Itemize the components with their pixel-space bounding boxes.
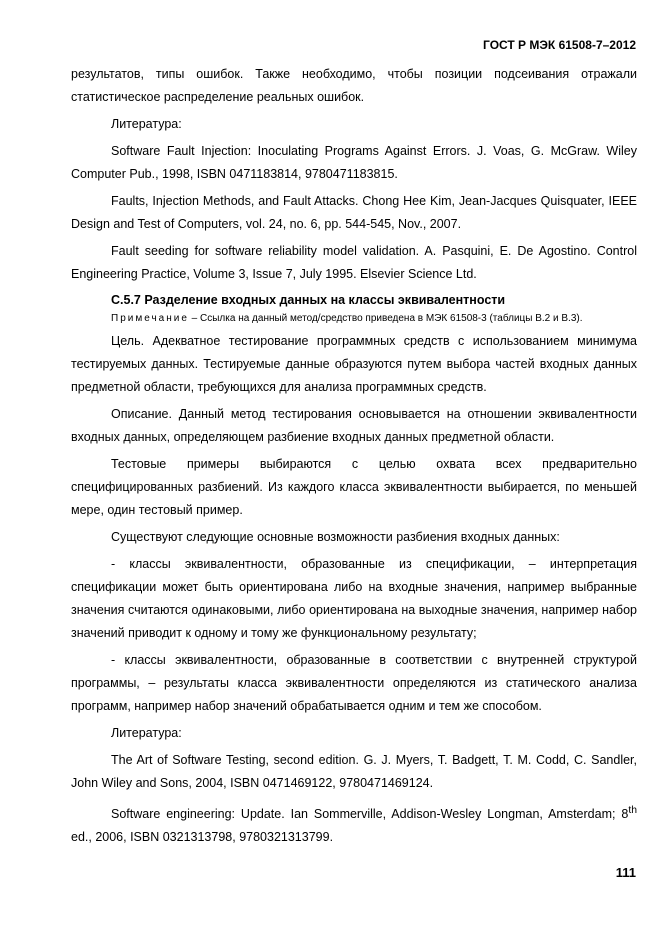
document-header: ГОСТ Р МЭК 61508-7–2012 bbox=[483, 38, 636, 52]
section-heading: C.5.7 Разделение входных данных на классы эквивалентности bbox=[111, 293, 506, 307]
note-text: – Ссылка на данный метод/средство приведена в МЭК 61508-3 (таблицы B.2 и B.3). bbox=[188, 313, 583, 324]
reference-5-part-a: Software engineering: Update. Ian Sommerville, Addison-Wesley Longman, Amsterdam; 8 bbox=[111, 807, 629, 822]
reference-3: Fault seeding for software reliability model validation. A. Pasquini, E. De Agostino. Control Engineering Practice, Volume 3, Issue 7, July 1995. Elsevier Science Ltd. bbox=[71, 244, 637, 281]
goal-paragraph: Цель. Адекватное тестирование программных средств с использованием минимума тестируемых данных. Тестируемые данные образуются путем выбора частей входных данных предметной области, требующихся для анализа программных средств. bbox=[71, 334, 637, 394]
reference-4: The Art of Software Testing, second edition. G. J. Myers, T. Badgett, T. M. Codd, C. Sandler, John Wiley and Sons, 2004, ISBN 0471469122, 9780471469124. bbox=[71, 753, 637, 790]
reference-1: Software Fault Injection: Inoculating Programs Against Errors. J. Voas, G. McGraw. Wiley Computer Pub., 1998, ISBN 0471183814, 9780471183815. bbox=[71, 144, 637, 181]
literature-label-2: Литература: bbox=[111, 726, 182, 740]
page-number: 111 bbox=[615, 865, 636, 880]
page-body bbox=[71, 63, 637, 849]
list-item-1: - классы эквивалентности, образованные из спецификации, – интерпретация спецификации может быть ориентирована либо на входные значения, например выбранные значения считаются одинаковыми, либо ориентирована на выходные значения, например набор значений приводит к одному и тому же функциональному результату; bbox=[71, 557, 637, 640]
list-item-2: - классы эквивалентности, образованные в соответствии с внутренней структурой программы, – результаты класса эквивалентности определяются из статического анализа программ, например набор значений обрабатывается одним и тем же способом. bbox=[71, 653, 637, 713]
reference-5-part-b: ed., 2006, ISBN 0321313798, 9780321313799. bbox=[71, 830, 334, 845]
note bbox=[71, 311, 637, 327]
reference-2: Faults, Injection Methods, and Fault Attacks. Chong Hee Kim, Jean-Jacques Quisquater, IEEE Design and Test of Computers, vol. 24, no. 6, pp. 544-545, Nov., 2007. bbox=[71, 194, 637, 231]
note-tag: Примечание bbox=[111, 313, 189, 324]
reference-5-superscript: th bbox=[628, 805, 637, 816]
description-paragraph: Описание. Данный метод тестирования основывается на отношении эквивалентности входных данных, определяющем разбиение входных данных предметной области. bbox=[71, 407, 637, 444]
paragraph-continuation: результатов, типы ошибок. Также необходимо, чтобы позиции подсеивания отражали статистическое распределение реальных ошибок. bbox=[71, 67, 637, 104]
partition-intro: Существуют следующие основные возможности разбиения входных данных: bbox=[111, 530, 560, 544]
reference-5 bbox=[71, 799, 637, 849]
literature-label: Литература: bbox=[111, 117, 182, 131]
test-cases-paragraph: Тестовые примеры выбираются с целью охвата всех предварительно специфицированных разбиений. Из каждого класса эквивалентности выбирается, по меньшей мере, один тестовый пример. bbox=[71, 457, 637, 517]
